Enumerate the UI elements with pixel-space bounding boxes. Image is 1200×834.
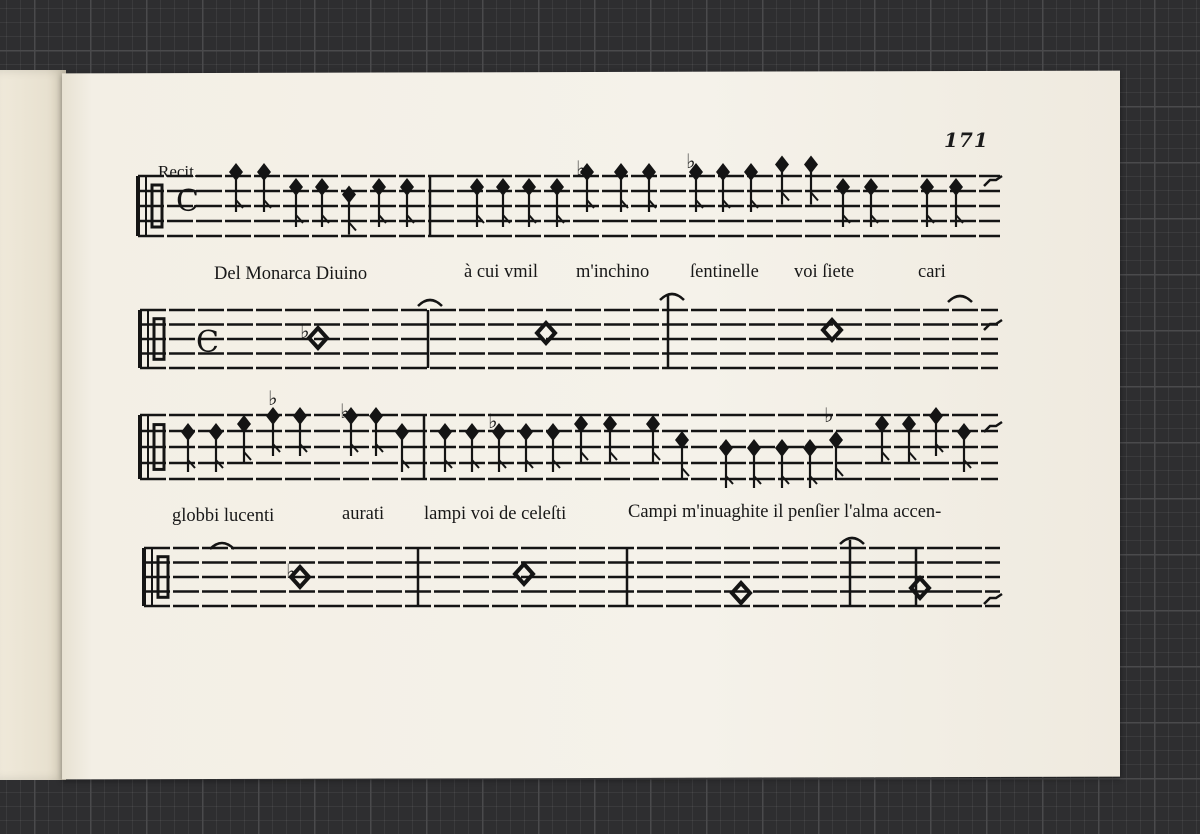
lyric-1e: voi ſiete (794, 262, 855, 282)
notes (181, 149, 1002, 604)
custos (984, 176, 1002, 186)
flat-sign: ♭ (824, 403, 834, 427)
bass-note (911, 578, 929, 598)
fermata (948, 296, 972, 302)
bass-note (515, 564, 533, 584)
time-signature: C (196, 325, 219, 360)
flat-sign: ♭ (286, 559, 296, 583)
bass-note (732, 583, 750, 603)
lyric-1f: cari (918, 262, 946, 282)
flat-sign: ♭ (268, 386, 278, 410)
flat-sign: ♭ (686, 149, 696, 173)
fermata (660, 294, 684, 300)
lyric-1a: Del Monarca Diuino (214, 264, 368, 284)
flat-sign: ♭ (576, 156, 586, 180)
flat-sign: ♭ (340, 399, 350, 423)
lyric-1b: à cui vmil (464, 262, 538, 282)
lyric-1c: m'inchino (576, 262, 650, 282)
flat-sign: ♭ (300, 319, 310, 343)
bass-note (823, 320, 841, 340)
lyric-1d: ſentinelle (690, 262, 759, 282)
custos (984, 594, 1002, 604)
time-signature: C (176, 184, 199, 219)
recit-label: Recit. (158, 162, 199, 181)
lyric-2c: lampi voi de celeſti (424, 504, 567, 524)
lyric-2d: Campi m'inuaghite il penſier l'alma accen- (628, 502, 942, 522)
page-number: 171 (944, 128, 989, 152)
flat-sign: ♭ (488, 409, 498, 433)
fermata (418, 300, 442, 306)
lyric-2a: globbi lucenti (172, 506, 275, 526)
fermata (840, 538, 864, 544)
lyric-2b: aurati (342, 504, 385, 524)
